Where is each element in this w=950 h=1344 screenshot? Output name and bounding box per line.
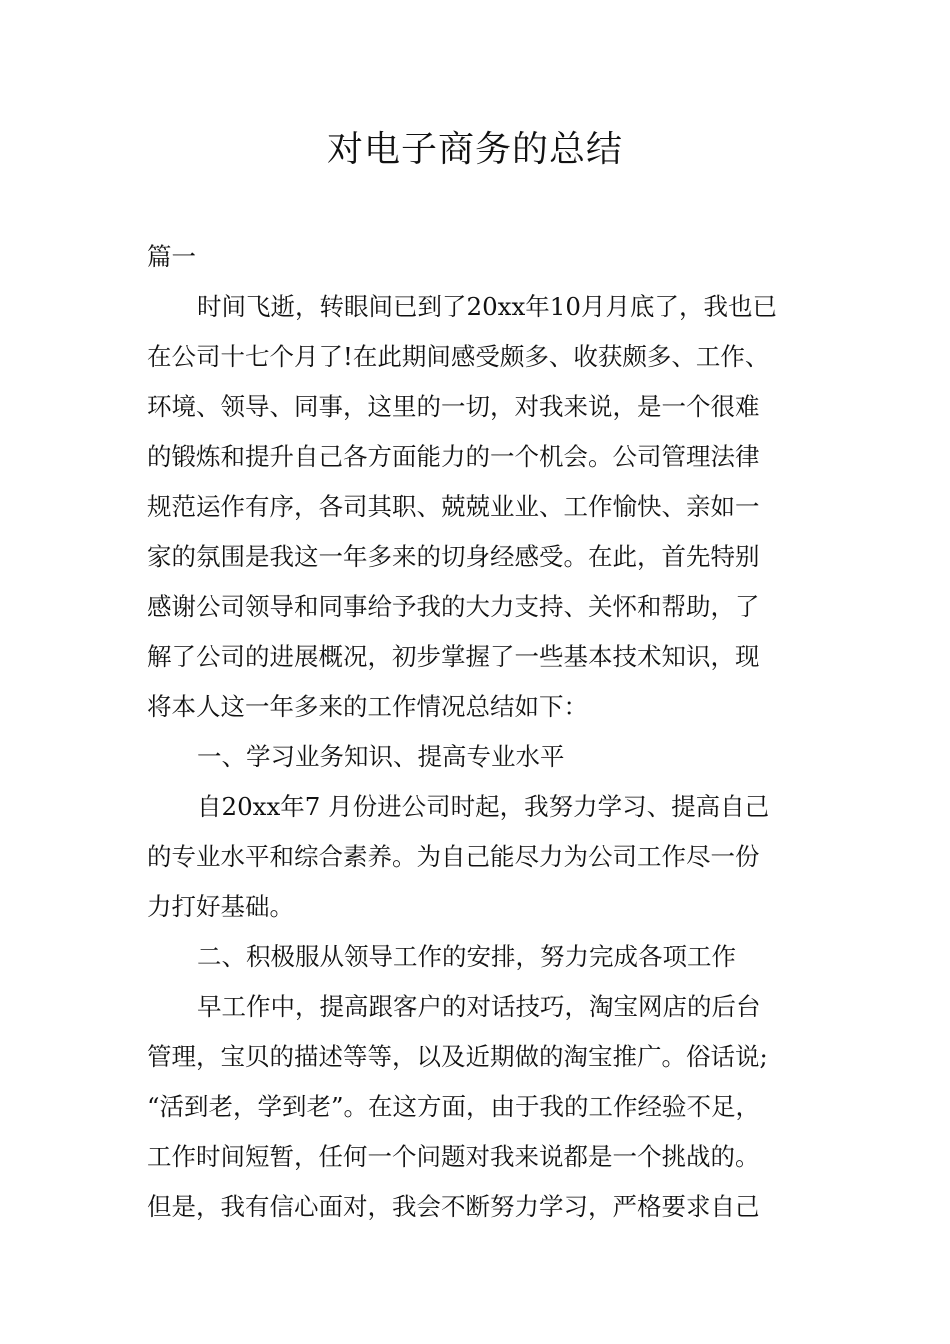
document-title: 对电子商务的总结 [326,129,623,170]
paragraph-line: 环境、领导、同事，这里的一切，对我来说，是一个很难 [147,392,760,421]
paragraph-line: 早工作中，提高跟客户的对话技巧，淘宝网店的后台 [197,992,761,1021]
subsection-heading: 二、积极服从领导工作的安排，努力完成各项工作 [197,942,736,971]
paragraph-line: 的锻炼和提升自己各方面能力的一个机会。公司管理法律 [147,442,760,471]
paragraph-line: 将本人这一年多来的工作情况总结如下： [147,692,588,721]
paragraph-line: 家的氛围是我这一年多来的切身经感受。在此，首先特别 [147,542,760,571]
paragraph-line: 管理，宝贝的描述等等，以及近期做的淘宝推广。俗话说; [147,1042,768,1071]
paragraph-line: 工作时间短暂，任何一个问题对我来说都是一个挑战的。 [147,1142,760,1171]
paragraph-line: “活到老，学到老”。在这方面，由于我的工作经验不足， [147,1092,761,1121]
subsection-heading: 一、学习业务知识、提高专业水平 [197,742,565,771]
paragraph-line: 规范运作有序，各司其职、兢兢业业、工作愉快、亲如一 [147,492,760,521]
document-body [147,232,827,1232]
paragraph-line: 解了公司的进展概况，初步掌握了一些基本技术知识，现 [147,642,760,671]
paragraph-line: 在公司十七个月了!在此期间感受颇多、收获颇多、工作、 [147,342,770,371]
paragraph-line: 感谢公司领导和同事给予我的大力支持、关怀和帮助，了 [147,592,760,621]
paragraph-line: 时间飞逝，转眼间已到了20xx年10月月底了，我也已 [197,292,777,321]
paragraph-line: 的专业水平和综合素养。为自己能尽力为公司工作尽一份 [147,842,760,871]
section-heading: 篇一 [147,242,196,271]
paragraph-line: 力打好基础。 [147,892,294,921]
paragraph-line: 自20xx年7 月份进公司时起，我努力学习、提高自己 [197,792,770,821]
paragraph-line: 但是，我有信心面对，我会不断努力学习，严格要求自己 [147,1192,760,1221]
